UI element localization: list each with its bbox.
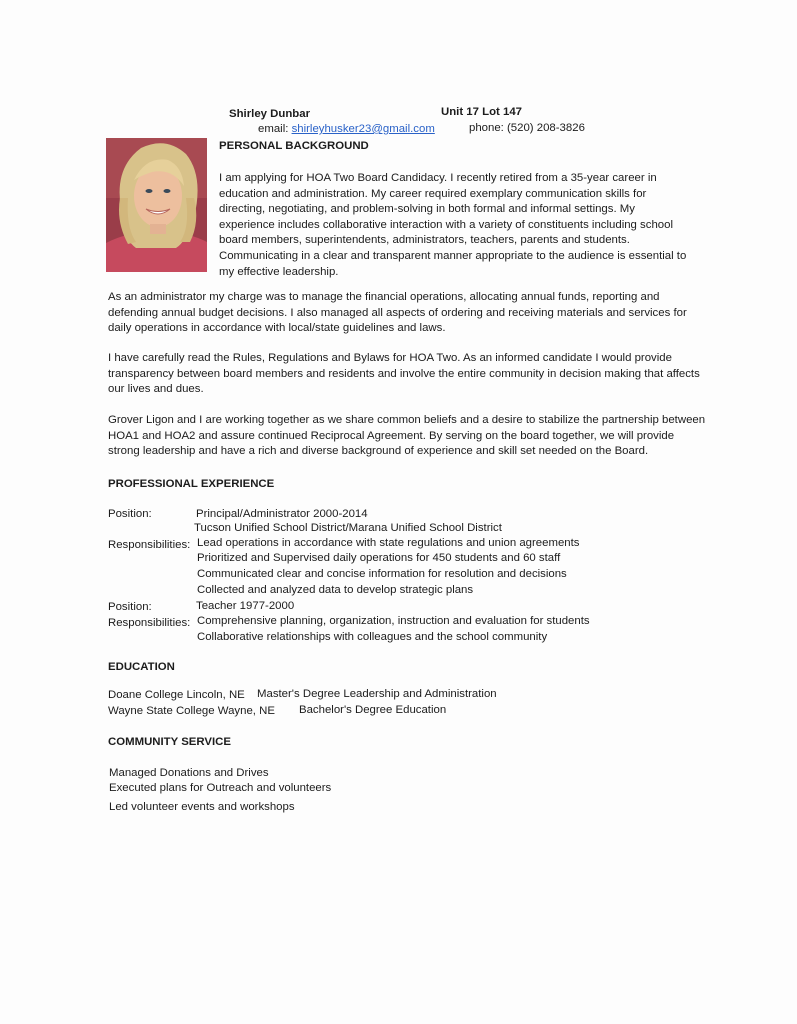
community-service-item: Executed plans for Outreach and volunteers	[109, 782, 332, 794]
email-link[interactable]: shirleyhusker23@gmail.com	[291, 123, 435, 135]
intro-paragraph	[219, 171, 686, 280]
education-degree: Bachelor's Degree Education	[299, 704, 447, 716]
position-org: Tucson Unified School District/Marana Unified School District	[194, 522, 502, 534]
section-title-personal-background: PERSONAL BACKGROUND	[219, 140, 369, 152]
unit-lot: Unit 17 Lot 147	[441, 106, 523, 118]
education-degree: Master's Degree Leadership and Administration	[257, 688, 497, 700]
position-title: Teacher 1977-2000	[196, 600, 295, 612]
portrait-illustration	[106, 138, 207, 272]
education-school: Doane College Lincoln, NE	[108, 689, 245, 701]
intro-line: I am applying for HOA Two Board Candidacy. I recently retired from a 35-year career in	[219, 172, 657, 184]
section-title-education: EDUCATION	[108, 661, 175, 673]
responsibilities-label: Responsibilities:	[108, 539, 191, 551]
section-title-community-service: COMMUNITY SERVICE	[108, 736, 231, 748]
responsibility-item: Prioritized and Supervised daily operations for 450 students and 60 staff	[197, 552, 561, 564]
position-title: Principal/Administrator 2000-2014	[196, 508, 368, 520]
community-service-item: Led volunteer events and workshops	[109, 801, 295, 813]
community-service-item: Managed Donations and Drives	[109, 767, 269, 779]
responsibility-item: Collaborative relationships with colleagues and the school community	[197, 631, 548, 643]
email-line	[258, 123, 435, 135]
email-label: email:	[258, 123, 289, 135]
responsibility-item: Collected and analyzed data to develop strategic plans	[197, 584, 474, 596]
position-label: Position:	[108, 601, 152, 613]
intro-line: directing, negotiating, and problem-solving in both formal and informal settings. My	[219, 203, 635, 216]
paragraph-partnership: Grover Ligon and I are working together as we share common beliefs and a desire to stabilize the partnership between HOA1 and HOA2 and assure continued Reciprocal Agreement. By serving on the board together, we will provide strong leadership and have a rich and diverse background of experience and skill set needed on the Board.	[108, 414, 706, 458]
phone: phone: (520) 208-3826	[469, 122, 585, 134]
section-title-professional-experience: PROFESSIONAL EXPERIENCE	[108, 478, 275, 490]
education-school: Wayne State College Wayne, NE	[108, 705, 275, 717]
position-label: Position:	[108, 508, 152, 520]
responsibility-item: Lead operations in accordance with state regulations and union agreements	[197, 537, 580, 549]
intro-line: Communicating in a clear and transparent manner appropriate to the audience is essential to	[219, 249, 687, 262]
responsibility-item: Communicated clear and concise information for resolution and decisions	[197, 568, 567, 580]
paragraph-transparency: I have carefully read the Rules, Regulations and Bylaws for HOA Two. As an informed candidate I would provide transparency between board members and residents and involve the entire community in decision making that affects our lives and dues.	[108, 352, 700, 396]
intro-line: board members, superintendents, administrators, teachers, parents and students.	[219, 234, 630, 247]
intro-line: my effective leadership.	[219, 265, 339, 278]
responsibilities-label: Responsibilities:	[108, 617, 191, 629]
intro-line: education and administration. My career required exemplary communication skills for	[219, 187, 647, 200]
paragraph-financial: As an administrator my charge was to manage the financial operations, allocating annual funds, reporting and defending annual budget decisions. I also managed all aspects of ordering and receiving materials and services for daily operations in accordance with local/state guidelines and laws.	[108, 291, 687, 335]
portrait-photo	[106, 138, 207, 272]
candidate-name: Shirley Dunbar	[229, 108, 311, 120]
responsibility-item: Comprehensive planning, organization, instruction and evaluation for students	[197, 615, 590, 627]
intro-line: experience includes collaborative interaction with a variety of constituents including school	[219, 218, 673, 231]
